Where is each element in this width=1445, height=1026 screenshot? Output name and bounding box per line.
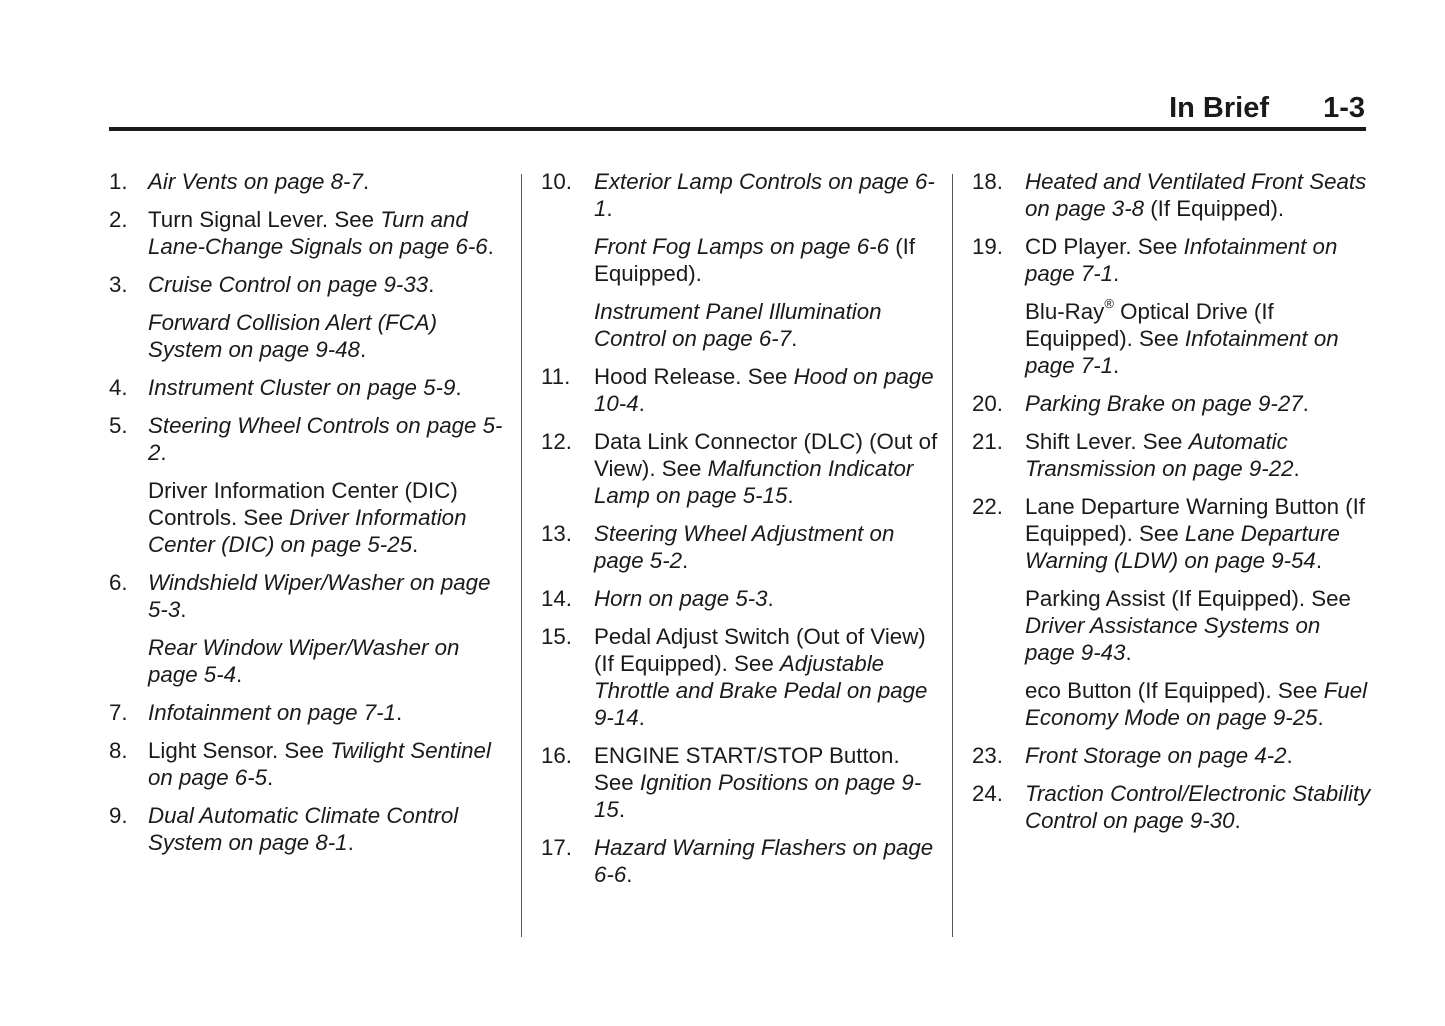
cross-reference: Rear Window Wiper/Washer on page 5-4 bbox=[148, 635, 460, 687]
item-number: 16. bbox=[541, 743, 572, 768]
column-divider bbox=[521, 174, 522, 937]
text-run: . bbox=[1302, 391, 1309, 416]
item-text bbox=[594, 834, 941, 888]
list-item bbox=[109, 168, 514, 195]
cross-reference: Steering Wheel Adjustment on page 5-2 bbox=[594, 521, 895, 573]
item-number: 11. bbox=[541, 364, 571, 389]
list-item bbox=[541, 428, 941, 509]
text-run: . bbox=[236, 662, 243, 687]
text-run: . bbox=[1113, 353, 1120, 378]
cross-reference: Traction Control/Electronic Stability Control on page 9-30 bbox=[1025, 781, 1371, 833]
page-number: 1-3 bbox=[1323, 92, 1365, 124]
item-text bbox=[594, 233, 941, 287]
list-subitem bbox=[972, 295, 1372, 379]
item-number: 13. bbox=[541, 521, 572, 546]
text-run: . bbox=[1113, 261, 1120, 286]
cross-reference: Twilight Sentinel on page 6-5 bbox=[148, 738, 491, 790]
list-subitem bbox=[541, 233, 941, 287]
text-run: . bbox=[618, 797, 626, 822]
text-run: Light Sensor. See bbox=[148, 738, 331, 763]
list-item bbox=[109, 737, 514, 791]
column-divider bbox=[952, 174, 953, 937]
item-text bbox=[594, 428, 941, 509]
text-run: CD Player. See bbox=[1025, 234, 1184, 259]
item-number: 3. bbox=[109, 272, 128, 297]
section-title: In Brief bbox=[1169, 92, 1269, 124]
list-item bbox=[972, 390, 1372, 417]
text-run: . bbox=[1317, 705, 1324, 730]
list-item bbox=[541, 834, 941, 888]
page-header bbox=[0, 92, 1445, 128]
text-run: Lane Departure Warning Button (If Equipped). See bbox=[1025, 494, 1366, 546]
item-text bbox=[148, 699, 514, 726]
item-number: 17. bbox=[541, 835, 572, 860]
item-number: 9. bbox=[109, 803, 128, 828]
item-number: 12. bbox=[541, 429, 572, 454]
list-subitem bbox=[972, 585, 1372, 666]
item-text bbox=[1025, 677, 1372, 731]
cross-reference: Air Vents on page 8-7 bbox=[148, 169, 363, 194]
cross-reference: Windshield Wiper/Washer on page 5-3 bbox=[148, 570, 491, 622]
item-text bbox=[1025, 390, 1372, 417]
item-number: 4. bbox=[109, 375, 128, 400]
list-item bbox=[541, 168, 941, 222]
text-run: . bbox=[1293, 456, 1300, 481]
cross-reference: Cruise Control on page 9-33 bbox=[148, 272, 429, 297]
item-text bbox=[148, 168, 514, 195]
list-item bbox=[972, 780, 1372, 834]
text-run: (If Equipped). bbox=[594, 234, 916, 286]
item-text bbox=[594, 363, 941, 417]
cross-reference: Infotainment on page 7-1 bbox=[1025, 326, 1339, 378]
text-run: . bbox=[362, 169, 370, 194]
cross-reference: Exterior Lamp Controls on page 6-1 bbox=[594, 169, 935, 221]
list-item bbox=[109, 569, 514, 623]
list-item bbox=[972, 168, 1372, 222]
text-run: . bbox=[1234, 808, 1241, 833]
item-text bbox=[148, 569, 514, 623]
text-run: Shift Lever. See bbox=[1025, 429, 1189, 454]
item-number: 22. bbox=[972, 494, 1003, 519]
text-run: . bbox=[455, 375, 462, 400]
cross-reference: Ignition Positions on page 9-15 bbox=[594, 770, 922, 822]
text-run: Blu-Ray bbox=[1025, 299, 1105, 324]
cross-reference: Malfunction Indicator Lamp on page 5-15 bbox=[594, 456, 914, 508]
list-item bbox=[109, 271, 514, 298]
text-run: . bbox=[359, 337, 367, 362]
text-run: Turn Signal Lever. See bbox=[148, 207, 381, 232]
item-text bbox=[148, 271, 514, 298]
item-number: 23. bbox=[972, 743, 1003, 768]
text-run: . bbox=[791, 326, 798, 351]
item-number: 14. bbox=[541, 586, 572, 611]
item-text bbox=[594, 623, 941, 731]
text-run: . bbox=[180, 597, 187, 622]
list-item bbox=[109, 374, 514, 401]
column-2 bbox=[541, 168, 941, 899]
text-run: . bbox=[1286, 743, 1293, 768]
cross-reference: Parking Brake on page 9-27 bbox=[1025, 391, 1303, 416]
item-text bbox=[594, 298, 941, 352]
text-run: Data Link Connector (DLC) (Out of View). See bbox=[594, 429, 938, 481]
cross-reference: Instrument Panel Illumination Control on page 6-7 bbox=[594, 299, 882, 351]
item-number: 1. bbox=[109, 169, 128, 194]
item-text bbox=[148, 309, 514, 363]
text-run: . bbox=[626, 862, 633, 887]
cross-reference: Front Fog Lamps on page 6-6 bbox=[594, 234, 889, 259]
item-text bbox=[148, 206, 514, 260]
cross-reference: Instrument Cluster on page 5-9 bbox=[148, 375, 456, 400]
column-1 bbox=[109, 168, 514, 867]
text-run: . bbox=[267, 765, 274, 790]
cross-reference: Infotainment on page 7-1 bbox=[148, 700, 396, 725]
list-item bbox=[972, 233, 1372, 287]
item-number: 5. bbox=[109, 413, 128, 438]
item-number: 20. bbox=[972, 391, 1003, 416]
text-run: . bbox=[638, 391, 645, 416]
item-number: 6. bbox=[109, 570, 128, 595]
cross-reference: Driver Assistance Systems on page 9-43 bbox=[1025, 613, 1321, 665]
text-run: (If Equipped). bbox=[1144, 196, 1285, 221]
item-text bbox=[594, 585, 941, 612]
text-run: Driver Information Center (DIC) Controls. See bbox=[148, 478, 458, 530]
item-number: 10. bbox=[541, 169, 572, 194]
cross-reference: Infotainment on page 7-1 bbox=[1025, 234, 1338, 286]
item-text bbox=[148, 374, 514, 401]
list-item bbox=[541, 623, 941, 731]
text-run: . bbox=[787, 483, 794, 508]
item-number: 7. bbox=[109, 700, 128, 725]
item-text bbox=[1025, 585, 1372, 666]
item-text bbox=[148, 412, 514, 466]
list-item bbox=[109, 802, 514, 856]
list-item bbox=[109, 699, 514, 726]
text-run: . bbox=[1125, 640, 1132, 665]
cross-reference: Turn and Lane-Change Signals on page 6-6 bbox=[148, 207, 488, 259]
item-text bbox=[1025, 428, 1372, 482]
item-text bbox=[1025, 780, 1372, 834]
text-run: . bbox=[1315, 548, 1323, 573]
list-item bbox=[541, 363, 941, 417]
cross-reference: Hood on page 10-4 bbox=[594, 364, 934, 416]
text-run: ® bbox=[1104, 295, 1114, 311]
list-item bbox=[972, 742, 1372, 769]
item-text bbox=[148, 802, 514, 856]
list-item bbox=[541, 585, 941, 612]
item-number: 21. bbox=[972, 429, 1003, 454]
list-subitem bbox=[109, 309, 514, 363]
cross-reference: Automatic Transmission on page 9-22 bbox=[1025, 429, 1294, 481]
item-text bbox=[148, 477, 514, 558]
list-item bbox=[972, 428, 1372, 482]
cross-reference: Forward Collision Alert (FCA) System on page 9-48 bbox=[148, 310, 438, 362]
item-text bbox=[148, 737, 514, 791]
text-run: Pedal Adjust Switch (Out of View) (If Equipped). See bbox=[594, 624, 926, 676]
text-run: . bbox=[395, 700, 403, 725]
text-run: . bbox=[487, 234, 494, 259]
text-run: eco Button (If Equipped). See bbox=[1025, 678, 1324, 703]
list-item bbox=[541, 742, 941, 823]
text-run: . bbox=[428, 272, 435, 297]
list-item bbox=[109, 412, 514, 466]
item-text bbox=[594, 168, 941, 222]
text-run: Optical Drive (If Equipped). See bbox=[1025, 299, 1274, 351]
list-subitem bbox=[109, 477, 514, 558]
text-run: ENGINE START/STOP Button. See bbox=[594, 743, 900, 795]
item-number: 19. bbox=[972, 234, 1003, 259]
text-run: . bbox=[767, 586, 774, 611]
list-item bbox=[972, 493, 1372, 574]
cross-reference: Fuel Economy Mode on page 9-25 bbox=[1025, 678, 1368, 730]
item-text bbox=[1025, 233, 1372, 287]
item-number: 15. bbox=[541, 624, 572, 649]
cross-reference: Front Storage on page 4-2 bbox=[1025, 743, 1287, 768]
cross-reference: Heated and Ventilated Front Seats on page 3-8 bbox=[1025, 169, 1367, 221]
cross-reference: Lane Departure Warning (LDW) on page 9-54 bbox=[1025, 521, 1340, 573]
column-3 bbox=[972, 168, 1372, 845]
cross-reference: Horn on page 5-3 bbox=[594, 586, 768, 611]
text-run: Parking Assist (If Equipped). See bbox=[1025, 586, 1351, 611]
text-run: . bbox=[606, 196, 613, 221]
text-run: Hood Release. See bbox=[594, 364, 794, 389]
item-text bbox=[1025, 742, 1372, 769]
item-number: 18. bbox=[972, 169, 1003, 194]
item-number: 24. bbox=[972, 781, 1003, 806]
item-text bbox=[1025, 295, 1372, 379]
item-number: 2. bbox=[109, 207, 128, 232]
item-text bbox=[1025, 168, 1372, 222]
header-rule bbox=[109, 127, 1366, 131]
cross-reference: Driver Information Center (DIC) on page 5-25 bbox=[148, 505, 467, 557]
item-text bbox=[594, 520, 941, 574]
cross-reference: Steering Wheel Controls on page 5-2 bbox=[148, 413, 503, 465]
cross-reference: Adjustable Throttle and Brake Pedal on page 9-14 bbox=[594, 651, 928, 730]
item-text bbox=[148, 634, 514, 688]
item-text bbox=[1025, 493, 1372, 574]
list-subitem bbox=[109, 634, 514, 688]
list-item bbox=[541, 520, 941, 574]
list-subitem bbox=[541, 298, 941, 352]
item-text bbox=[594, 742, 941, 823]
text-run: . bbox=[638, 705, 645, 730]
text-run: . bbox=[411, 532, 419, 557]
cross-reference: Dual Automatic Climate Control System on page 8-1 bbox=[148, 803, 459, 855]
text-run: . bbox=[347, 830, 354, 855]
list-subitem bbox=[972, 677, 1372, 731]
list-item bbox=[109, 206, 514, 260]
cross-reference: Hazard Warning Flashers on page 6-6 bbox=[594, 835, 934, 887]
text-run: . bbox=[682, 548, 689, 573]
item-number: 8. bbox=[109, 738, 128, 763]
text-run: . bbox=[160, 440, 167, 465]
